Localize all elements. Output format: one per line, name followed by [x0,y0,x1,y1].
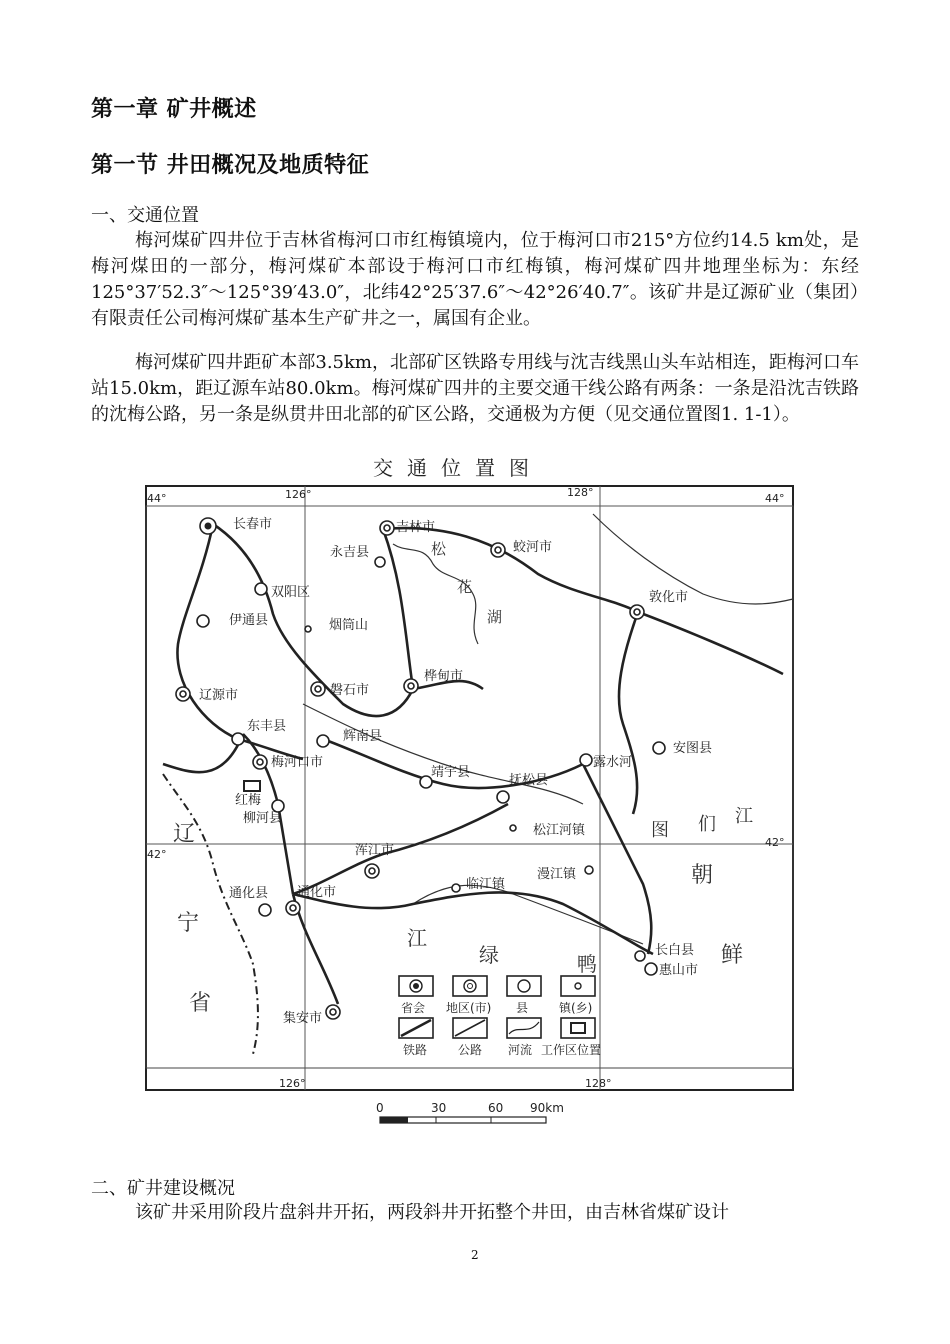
marker-fusong [497,791,509,803]
label-liaoyuan: 辽源市 [199,688,239,703]
legend-workarea: 工作区位置 [541,1043,602,1057]
marker-changbai [635,951,645,961]
marker-tonghua-county [259,904,271,916]
label-yantongshan: 烟筒山 [329,618,369,633]
marker-shuangyang [255,583,267,595]
marker-songjianghe [510,825,516,831]
lat-label-44-left: 44° [147,492,167,505]
marker-dongfeng [232,733,244,745]
label-ning: 宁 [177,911,200,936]
label-ya: 鸭 [577,952,597,976]
marker-panshi-inner [315,686,321,692]
label-yitong: 伊通县 [229,613,269,628]
map-scale-bar [370,1098,570,1132]
marker-lushuihe [580,754,592,766]
marker-manjiang [585,866,593,874]
legend-road: 公路 [458,1043,483,1057]
marker-huadian-inner [408,683,414,689]
label-dunhua: 敦化市 [649,590,689,605]
legend-city: 地区(市) [446,1001,492,1015]
map-legend [399,976,601,1057]
legend-capital: 省会 [401,1001,426,1015]
marker-changchun-dot [205,523,212,530]
marker-jian-inner [330,1009,336,1015]
work-area-marker [244,781,260,791]
label-tonghua-county: 通化县 [229,886,269,901]
label-song: 松 [431,540,447,558]
road-tonghua-changbai [293,892,653,954]
label-lushuihe: 露水河 [593,755,633,770]
label-hunjiang: 浑江市 [355,843,395,858]
legend-county: 县 [516,1001,529,1015]
label-hu: 湖 [487,608,503,626]
road-east-south [583,764,651,954]
marker-jiaohe-inner [495,547,501,553]
marker-yongji [375,557,385,567]
label-jiang2: 江 [407,926,427,950]
road-jilin-huadian [383,529,413,689]
label-huinan: 辉南县 [343,729,383,744]
label-tonghua: 通化市 [297,885,337,900]
label-yongji: 永吉县 [330,545,370,560]
chapter-title: 第一章 矿井概述 [91,97,257,122]
label-hongmei: 红梅 [235,793,262,808]
page-number: 2 [471,1248,479,1262]
label-jiaohe: 蛟河市 [513,540,553,555]
river-central [303,704,583,804]
marker-meihekou-inner [257,759,263,765]
lat-label-44-right: 44° [765,492,785,505]
lat-label-42-right: 42° [765,836,785,849]
label-chao: 朝 [691,863,714,888]
label-liuhe: 柳河县 [243,811,283,826]
label-huadian: 桦甸市 [424,669,464,684]
legend-box-river [507,1018,541,1038]
section-title: 第一节 井田概况及地质特征 [91,153,370,178]
paragraph-construction: 该矿井采用阶段片盘斜井开拓，两段斜井开拓整个井田，由吉林省煤矿设计 [135,1202,729,1223]
label-panshi: 磐石市 [330,683,370,698]
subsection-title-construction: 二、矿井建设概况 [91,1178,235,1199]
label-manjiang: 漫江镇 [537,867,577,882]
marker-jilin-inner [384,525,390,531]
label-meihekou: 梅河口市 [271,755,324,770]
label-shuangyang: 双阳区 [271,585,311,600]
label-hua: 花 [457,578,473,596]
paragraph-location: 梅河煤矿四井位于吉林省梅河口市红梅镇境内，位于梅河口市215°方位约14.5 km处，是梅河煤田的一部分，梅河煤矿本部设于梅河口市红梅镇，梅河煤矿四井地理坐标为：东经125°37′52.3″～125°39′43.0″，北纬42°25′37.6″～42°26′40.7″。该矿井是辽源矿业（集团）有限责任公司梅河煤矿基本生产矿井之一，属国有企业。 [91,230,859,329]
label-men: 们 [698,814,716,835]
lon-label-128-bottom: 128° [585,1077,612,1090]
label-huishan: 惠山市 [659,963,699,978]
label-liao: 辽 [173,822,196,847]
road-dunhua-east [638,612,783,674]
scale-label-90: 90km [530,1101,564,1115]
label-changchun: 长春市 [233,517,273,532]
marker-hunjiang-inner [369,868,375,874]
lat-label-42-left: 42° [147,848,167,861]
label-jilin: 吉林市 [396,520,436,535]
label-tu: 图 [651,820,669,841]
marker-tonghua-inner [290,905,296,911]
paragraph-transport: 梅河煤矿四井距矿本部3.5km，北部矿区铁路专用线与沈吉线黑山头车站相连，距梅河口车站15.0km，距辽源车站80.0km。梅河煤矿四井的主要交通干线公路有两条：一条是沿沈吉铁路的沈梅公路，另一条是纵贯井田北部的矿区公路，交通极为方便（见交通位置图1. 1-1）。 [91,352,859,425]
label-changbai: 长白县 [655,943,695,958]
label-dongfeng: 东丰县 [247,719,287,734]
label-sheng: 省 [189,991,212,1016]
label-antu: 安图县 [673,741,713,756]
lon-label-126-bottom: 126° [279,1077,306,1090]
river-northeast [593,514,793,604]
marker-linjiang [452,884,460,892]
marker-antu [653,742,665,754]
scale-label-30: 30 [431,1101,447,1115]
label-fusong: 抚松县 [509,773,549,788]
lon-label-128-top: 128° [567,486,594,499]
marker-dunhua-inner [634,609,640,615]
marker-huinan [317,735,329,747]
scale-label-60: 60 [488,1101,504,1115]
label-lv: 绿 [479,943,499,967]
label-jingyu: 靖宇县 [431,765,471,780]
marker-liaoyuan-inner [180,691,186,697]
road-west [163,734,243,772]
label-jian: 集安市 [283,1011,323,1026]
label-linjiang: 临江镇 [466,877,506,892]
marker-huishan [645,963,657,975]
marker-yitong [197,615,209,627]
legend-river: 河流 [508,1043,533,1057]
legend-town: 镇(乡) [559,1001,593,1015]
legend-railway: 铁路 [403,1043,428,1057]
map-title: 交通位置图 [373,456,543,480]
label-xian: 鲜 [721,943,744,968]
road-dunhua-south [619,612,638,814]
marker-yantongshan [305,626,311,632]
label-songjianghe: 松江河镇 [533,823,586,838]
lon-label-126-top: 126° [285,488,312,501]
scale-label-0: 0 [376,1101,384,1115]
traffic-location-map [143,484,799,1096]
subsection-title-transport: 一、交通位置 [91,205,199,226]
label-jiang1: 江 [735,806,753,827]
